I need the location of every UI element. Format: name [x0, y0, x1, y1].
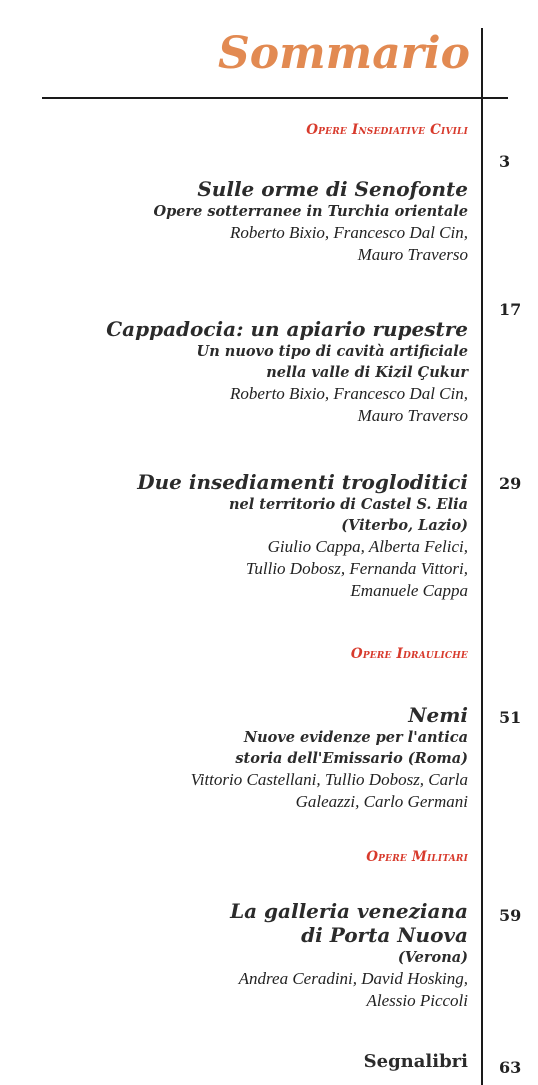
article-subtitle: Nuove evidenze per l'antica	[243, 729, 468, 746]
article-entry-5[interactable]	[230, 899, 468, 1012]
article-entry-3[interactable]	[137, 470, 468, 602]
article-authors: Galeazzi, Carlo Germani	[295, 792, 468, 811]
page-number-article-1: 3	[499, 152, 511, 171]
article-authors: Emanuele Cappa	[350, 581, 468, 600]
article-title: di Porta Nuova	[301, 923, 468, 947]
article-authors: Tullio Dobosz, Fernanda Vittori,	[245, 559, 468, 578]
article-authors: Mauro Traverso	[357, 406, 468, 425]
section-heading-label: Opere Militari	[366, 849, 468, 865]
article-title: Sulle orme di Senofonte	[197, 177, 468, 201]
article-subtitle: (Verona)	[397, 949, 468, 966]
page-number-article-3: 29	[499, 474, 522, 493]
article-authors: Roberto Bixio, Francesco Dal Cin,	[230, 223, 468, 242]
page-number-article-2: 17	[499, 300, 522, 319]
page-number-article-4: 51	[499, 708, 522, 727]
article-entry-2[interactable]	[106, 317, 468, 427]
page-number-article-5: 59	[499, 906, 522, 925]
section-heading-civili	[306, 122, 468, 138]
article-authors: Giulio Cappa, Alberta Felici,	[267, 537, 468, 556]
article-authors: Andrea Ceradini, David Hosking,	[238, 969, 468, 988]
segnalibri-entry[interactable]: Segnalibri	[363, 1051, 468, 1072]
horizontal-rule	[42, 97, 508, 99]
article-subtitle: storia dell'Emissario (Roma)	[235, 750, 468, 767]
vertical-rule	[481, 28, 483, 1085]
section-heading-idrauliche	[351, 646, 468, 662]
article-subtitle: nella valle di Kizil Çukur	[266, 364, 468, 381]
section-heading-militari	[366, 849, 468, 865]
article-title: La galleria veneziana	[230, 899, 468, 923]
article-authors: Alessio Piccoli	[366, 991, 468, 1010]
article-title: Cappadocia: un apiario rupestre	[106, 317, 468, 341]
article-subtitle: (Viterbo, Lazio)	[341, 517, 468, 534]
article-authors: Roberto Bixio, Francesco Dal Cin,	[230, 384, 468, 403]
article-subtitle: Opere sotterranee in Turchia orientale	[153, 203, 468, 220]
article-entry-1[interactable]	[153, 177, 468, 266]
article-entry-4[interactable]	[191, 703, 468, 813]
article-title: Due insediamenti trogloditici	[137, 470, 468, 494]
article-subtitle: Un nuovo tipo di cavità artificiale	[196, 343, 468, 360]
article-authors: Vittorio Castellani, Tullio Dobosz, Carla	[190, 770, 468, 789]
page-title: Sommario	[218, 28, 470, 79]
article-title: Nemi	[408, 703, 468, 727]
section-heading-label: Opere Idrauliche	[350, 646, 468, 662]
article-subtitle: nel territorio di Castel S. Elia	[228, 496, 468, 513]
section-heading-label: Opere Insediative Civili	[306, 122, 468, 138]
article-authors: Mauro Traverso	[357, 245, 468, 264]
page-number-segnalibri: 63	[499, 1058, 522, 1077]
